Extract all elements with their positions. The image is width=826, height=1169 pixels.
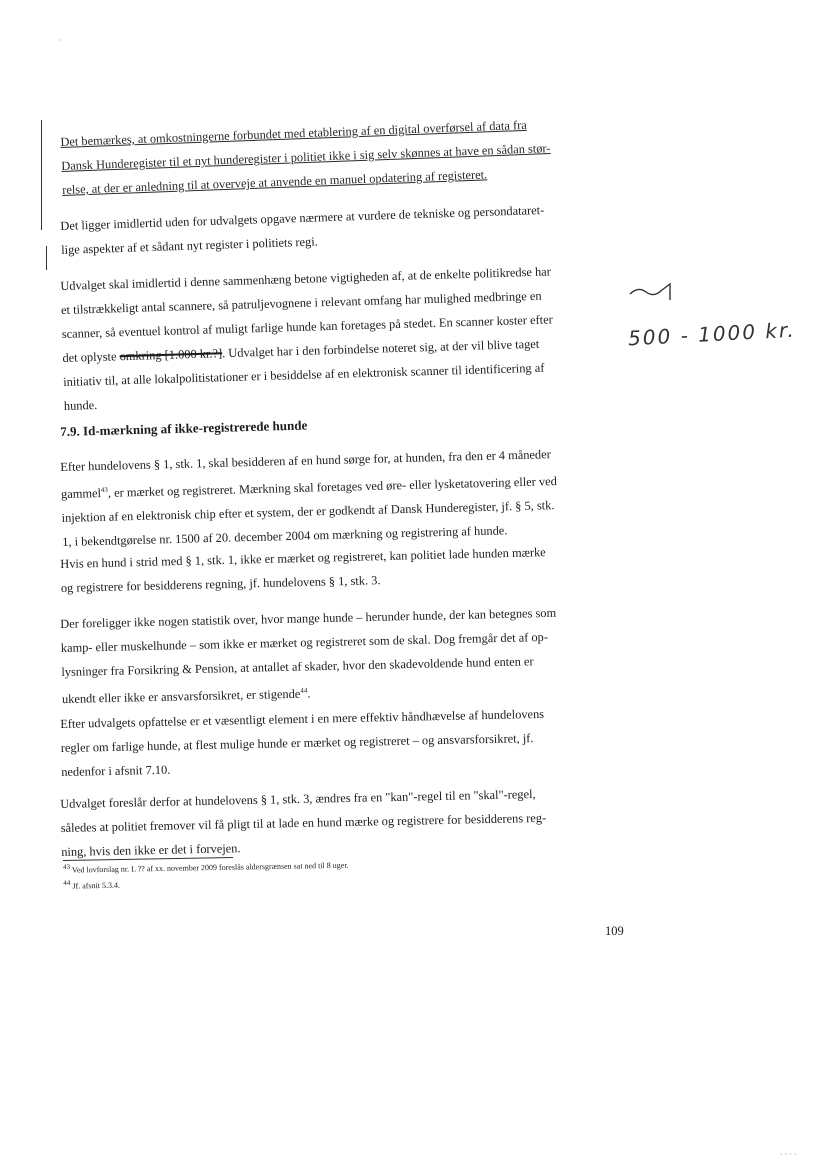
margin-bar-top — [41, 120, 42, 230]
scan-speck: · · · · — [780, 1150, 797, 1159]
text-line: Hvis en hund i strid med § 1, stk. 1, ikke er mærket og registreret, kan politiet lade hunden mærke — [60, 545, 546, 571]
scan-speck: · — [58, 36, 61, 45]
text-span: . Udvalget har i den forbindelse noteret sig, at der vil blive taget — [221, 336, 540, 361]
text-line: Der foreligger ikke nogen statistik over, hvor mange hunde – herunder hunde, der kan betegnes som — [60, 605, 557, 631]
text-line: nedenfor i afsnit 7.10. — [61, 762, 171, 779]
text-line: ning, hvis den ikke er det i forvejen. — [61, 841, 241, 859]
paragraph — [60, 700, 621, 784]
text-line: hunde. — [63, 397, 98, 413]
text-line: scanner, så eventuel kontrol af muligt farlige hunde kan foretages på stedet. En scanner koster efter — [61, 312, 553, 341]
text-line: regler om farlige hunde, at flest mulige hunde er mærket og registreret – og ansvarsforsikret, jf. — [60, 731, 534, 755]
paragraph — [60, 599, 622, 711]
footnote-ref: 44 — [300, 686, 308, 695]
text-line: Udvalget skal imidlertid i denne sammenhæng betone vigtigheden af, at de enkelte politikredse har — [60, 264, 552, 293]
text-span: det oplyste — [62, 349, 120, 365]
text-line: et tilstrækkeligt antal scannere, så patruljevognene i relevant omfang har mulighed medbringe en — [60, 288, 542, 317]
handwritten-note: 500 - 1000 kr. — [627, 317, 797, 351]
text-line: Udvalget foreslår derfor at hundelovens § 1, stk. 3, ændres fra en "kan"-regel til en "skal"-regel, — [60, 787, 536, 811]
footnote-text: Ved lovforslag nr. L ?? af xx. november 2009 foreslås aldersgrænsen sat ned til 8 uger. — [71, 860, 349, 875]
text-line: kamp- eller muskelhunde – som ikke er mærket og registreret som de skal. Dog fremgår det af op- — [60, 629, 549, 655]
text-span: ukendt eller ikke er ansvarsforsikret, er stigende — [61, 686, 301, 707]
footnote-number: 43 — [63, 862, 71, 871]
footnote-number: 44 — [63, 878, 71, 887]
text-line: injektion af en elektronisk chip efter et system, der er godkendt af Dansk Hunderegister, jf. § 5, stk. — [61, 498, 555, 526]
text-line: lysninger fra Forsikring & Pension, at antallet af skader, hvor den skadevoldende hund enten er — [61, 654, 534, 679]
paragraph — [60, 195, 621, 262]
paragraph — [60, 257, 624, 418]
footnote-text: Jf. afsnit 5.3.4. — [72, 880, 121, 891]
page-number: 109 — [605, 924, 624, 938]
text-line: Efter hundelovens § 1, stk. 1, skal besidderen af en hund sørge for, at hunden, fra den er 4 måneder — [60, 447, 551, 474]
text-span: , er mærket og registreret. Mærkning skal foretages ved øre- eller lysketatovering eller ved — [107, 474, 557, 500]
margin-bar-bottom — [46, 246, 47, 270]
text-line: relse, at der er anledning til at overveje at anvende en manuel opdatering af registeret. — [61, 167, 488, 197]
paragraph-underlined — [60, 109, 622, 201]
text-line: initiativ til, at alle lokalpolitistationer er i besiddelse af en elektronisk scanner til identificering af — [62, 360, 545, 389]
text-line: og registrere for besidderens regning, jf. hundelovens § 1, stk. 3. — [60, 573, 381, 595]
footnote-ref: 43 — [100, 485, 108, 494]
text-line: Det ligger imidlertid uden for udvalgets opgave nærmere at vurdere de tekniske og persondataret- — [60, 202, 545, 233]
footnotes — [63, 856, 349, 892]
text-line: Dansk Hunderegister til et nyt hunderegister i politiet ikke i sig selv skønnes at have en sådan stør- — [61, 141, 551, 173]
text-line: Det bemærkes, at omkostningerne forbundet med etablering af en digital overførsel af data fra — [60, 117, 527, 149]
section-heading: 7.9. Id-mærkning af ikke-registrerede hunde — [60, 417, 308, 439]
paragraph — [60, 780, 621, 864]
text-span: . — [307, 686, 311, 701]
text-line: lige aspekter af et sådant nyt register i politiets regi. — [60, 234, 318, 257]
text-line: således at politiet fremover vil få pligt til at lade en hund mærke og registrere for besidderens reg- — [60, 810, 547, 835]
paragraph — [60, 440, 622, 554]
text-span: gammel — [60, 486, 102, 502]
text-line: Efter udvalgets opfattelse er et væsentligt element i en mere effektiv håndhævelse af hundelovens — [60, 706, 545, 731]
text-line: 1, i bekendtgørelse nr. 1500 af 20. december 2004 om mærkning og registrering af hunde. — [62, 523, 508, 550]
struck-text: omkring [1.000 kr.?] — [119, 346, 223, 364]
handwritten-tilde-mark — [628, 280, 674, 302]
